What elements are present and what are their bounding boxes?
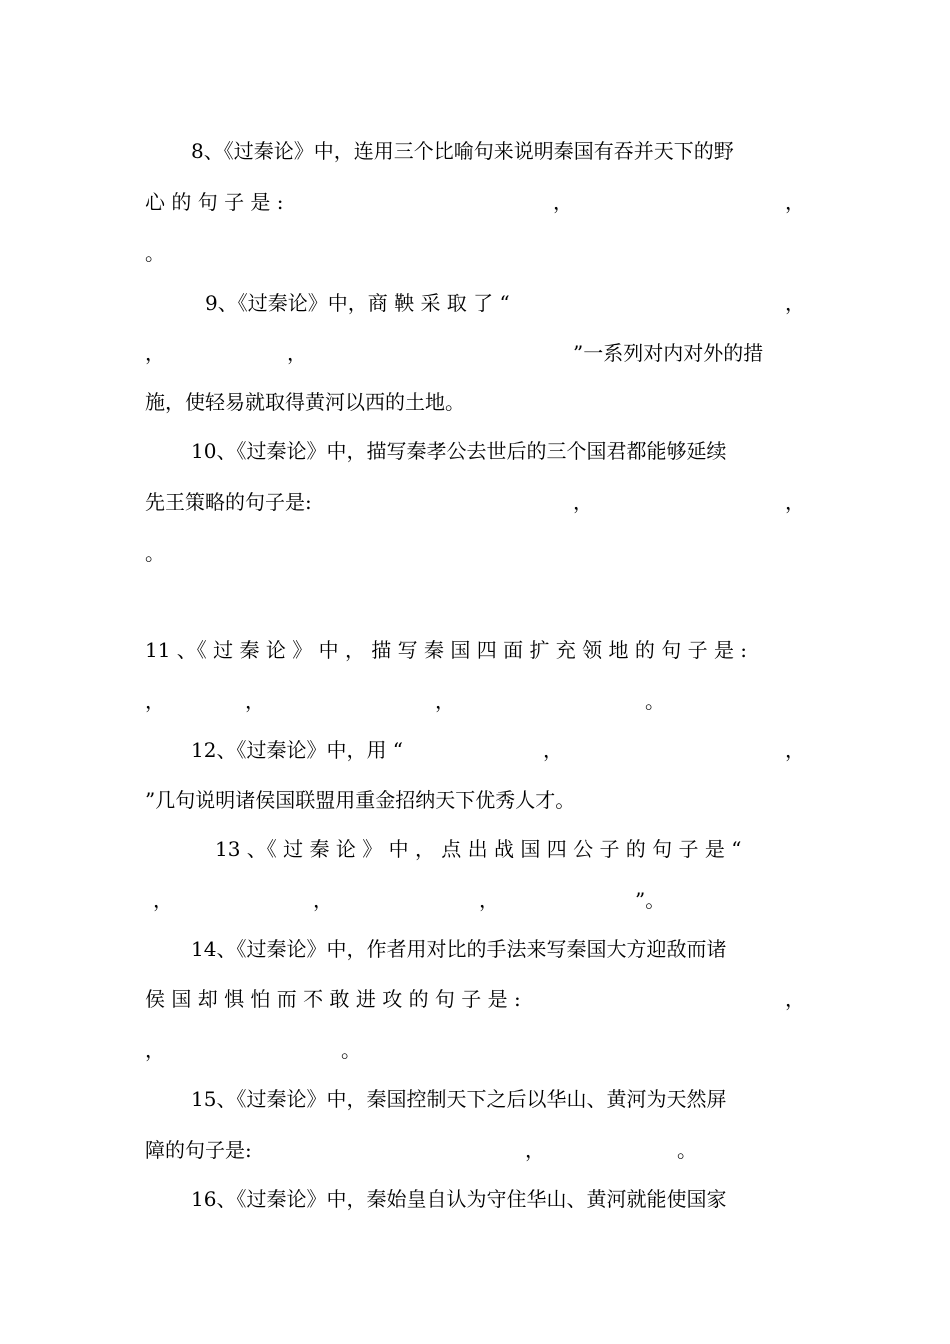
blank-separator: ， [435, 689, 455, 713]
question-8-line-2 [145, 185, 805, 219]
blank-separator: ， [543, 738, 563, 762]
question-16-line-1 [145, 1182, 805, 1216]
blank-separator: ， [785, 738, 805, 762]
question-14-prompt: 侯 国 却 惧 怕 而 不 敢 进 攻 的 句 子 是 : [145, 987, 521, 1011]
question-15-prompt: 障的句子是: [145, 1138, 252, 1162]
blank-separator: ， [785, 190, 805, 214]
question-8-prompt: 心 的 句 子 是 : [145, 190, 284, 214]
question-14-text: 14、《过秦论》中，作者用对比的手法来写秦国大方迎敌而诸 [191, 937, 727, 961]
question-11-text: 11 、《 过 秦 论 》 中 ， 描 写 秦 国 四 面 扩 充 领 地 的 句 子 是 : [145, 638, 748, 662]
blank-separator: ， [479, 888, 499, 912]
blank-separator: ， [785, 490, 805, 514]
blank-end: 。 [145, 241, 165, 265]
question-9-continuation: ”一系列对内对外的措 [573, 341, 764, 365]
blank-separator: ， [573, 490, 593, 514]
question-10-line-2 [145, 485, 805, 519]
question-10-line-1 [145, 434, 805, 468]
question-9-ending: 施，使轻易就取得黄河以西的土地。 [145, 390, 465, 414]
question-13-line-1 [145, 832, 805, 866]
question-9-line-3 [145, 385, 805, 419]
blank-end: 。 [145, 541, 165, 565]
question-10-line-3 [145, 536, 805, 570]
question-14-line-3 [145, 1033, 805, 1067]
question-9-text: 9、《过秦论》中，商 鞅 采 取 了 “ [205, 291, 510, 315]
blank-end: ”。 [635, 888, 666, 912]
blank-separator: ， [145, 341, 165, 365]
blank-separator: ， [145, 1038, 165, 1062]
blank-separator: ， [785, 291, 805, 315]
question-15-line-2 [145, 1133, 805, 1167]
question-12-text: 12、《过秦论》中，用 “ [191, 738, 404, 762]
question-12-continuation: ”几句说明诸侯国联盟用重金招纳天下优秀人才。 [145, 788, 576, 812]
question-13-text: 13 、《 过 秦 论 》 中 ， 点 出 战 国 四 公 子 的 句 子 是 “ [215, 837, 742, 861]
question-14-line-2 [145, 982, 805, 1016]
question-16-text: 16、《过秦论》中，秦始皇自认为守住华山、黄河就能使国家 [191, 1187, 727, 1211]
blank-separator: ， [287, 341, 307, 365]
blank-separator: ， [313, 888, 333, 912]
blank-separator: ， [245, 689, 265, 713]
question-9-line-1 [145, 286, 805, 320]
question-12-line-1 [145, 733, 805, 767]
question-10-prompt: 先王策略的句子是: [145, 490, 312, 514]
blank-separator: ， [145, 689, 165, 713]
question-8-line-1 [145, 134, 805, 168]
question-12-line-2 [145, 783, 805, 817]
question-15-text: 15、《过秦论》中，秦国控制天下之后以华山、黄河为天然屏 [191, 1087, 727, 1111]
question-14-line-1 [145, 932, 805, 966]
question-8-text: 8、《过秦论》中，连用三个比喻句来说明秦国有吞并天下的野 [191, 139, 734, 163]
question-11-line-1 [145, 633, 805, 667]
question-10-text: 10、《过秦论》中，描写秦孝公去世后的三个国君都能够延续 [191, 439, 727, 463]
question-13-line-2 [145, 883, 805, 917]
question-11-line-2 [145, 684, 805, 718]
question-8-line-3 [145, 236, 805, 270]
blank-end: 。 [341, 1038, 361, 1062]
blank-separator: ， [553, 190, 573, 214]
question-15-line-1 [145, 1082, 805, 1116]
blank-separator: ， [153, 888, 173, 912]
blank-end: 。 [645, 689, 665, 713]
question-9-line-2 [145, 336, 805, 370]
blank-end: 。 [677, 1138, 697, 1162]
blank-separator: ， [785, 987, 805, 1011]
blank-separator: ， [525, 1138, 545, 1162]
